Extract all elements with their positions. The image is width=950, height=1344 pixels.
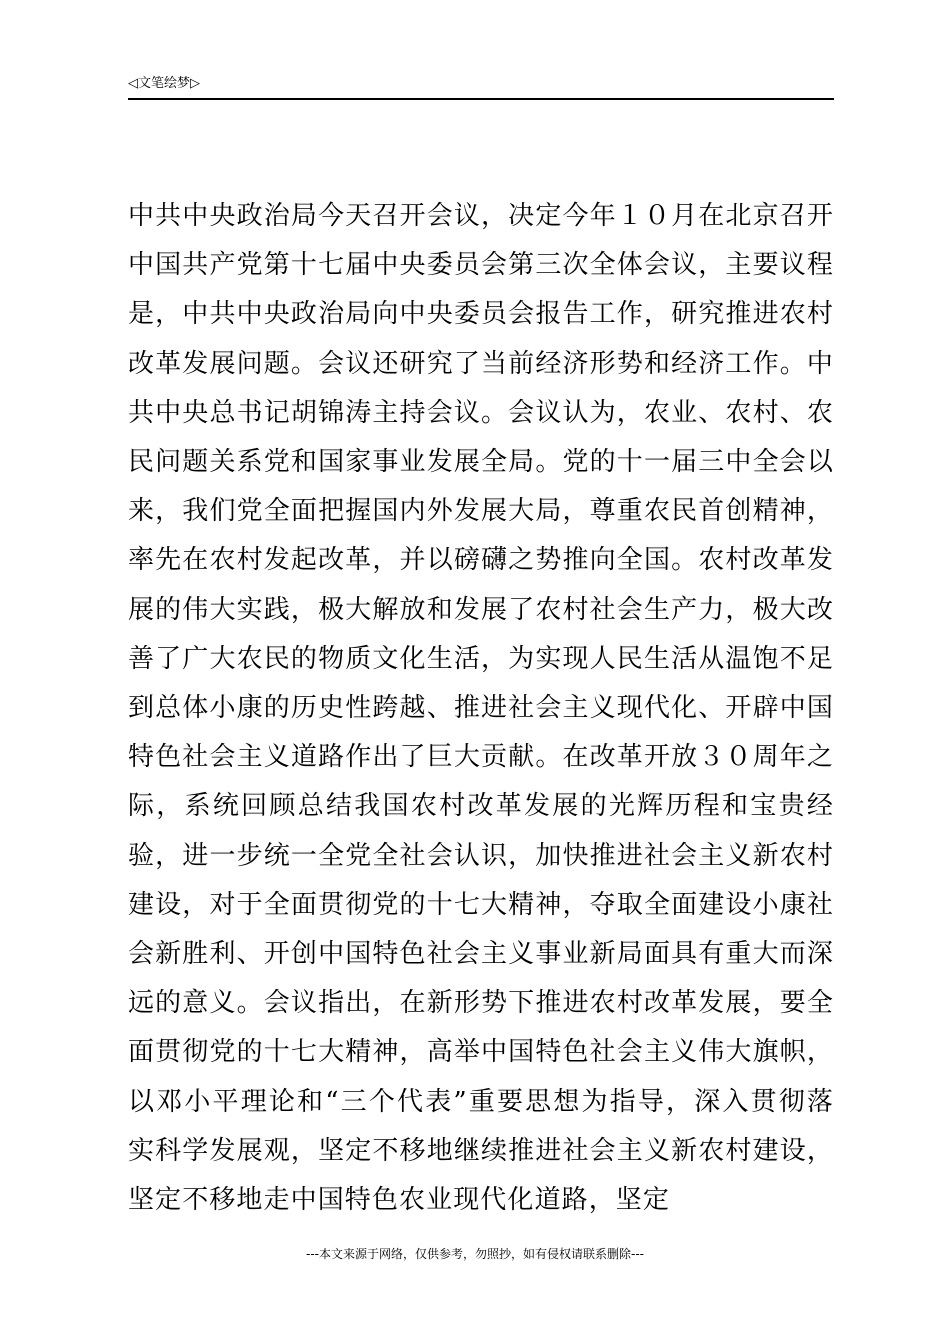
document-body: 中共中央政治局今天召开会议，决定今年１０月在北京召开中国共产党第十七届中央委员会第三次全体会议，主要议程是，中共中央政治局向中央委员会报告工作，研究推进农村改革发展问题。会议还研究了当前经济形势和经济工作。中共中央总书记胡锦涛主持会议。会议认为，农业、农村、农民问题关系党和国家事业发展全局。党的十一届三中全会以来，我们党全面把握国内外发展大局，尊重农民首创精神，率先在农村发起改革，并以磅礴之势推向全国。农村改革发展的伟大实践，极大解放和发展了农村社会生产力，极大改善了广大农民的物质文化生活，为实现人民生活从温饱不足到总体小康的历史性跨越、推进社会主义现代化、开辟中国特色社会主义道路作出了巨大贡献。在改革开放３０周年之际，系统回顾总结我国农村改革发展的光辉历程和宝贵经验，进一步统一全党全社会认识，加快推进社会主义新农村建设，对于全面贯彻党的十七大精神，夺取全面建设小康社会新胜利、开创中国特色社会主义事业新局面具有重大而深远的意义。会议指出，在新形势下推进农村改革发展，要全面贯彻党的十七大精神，高举中国特色社会主义伟大旗帜，以邓小平理论和“三个代表”重要思想为指导，深入贯彻落实科学发展观，坚定不移地继续推进社会主义新农村建设，坚定不移地走中国特色农业现代化道路，坚定 xyxy=(128,201,834,1216)
header-title: ◁文笔绘梦▷ xyxy=(128,76,200,91)
footer-note: ---本文来源于网络，仅供参考，勿照抄，如有侵权请联系删除--- xyxy=(306,1247,644,1261)
page-header xyxy=(128,74,834,100)
